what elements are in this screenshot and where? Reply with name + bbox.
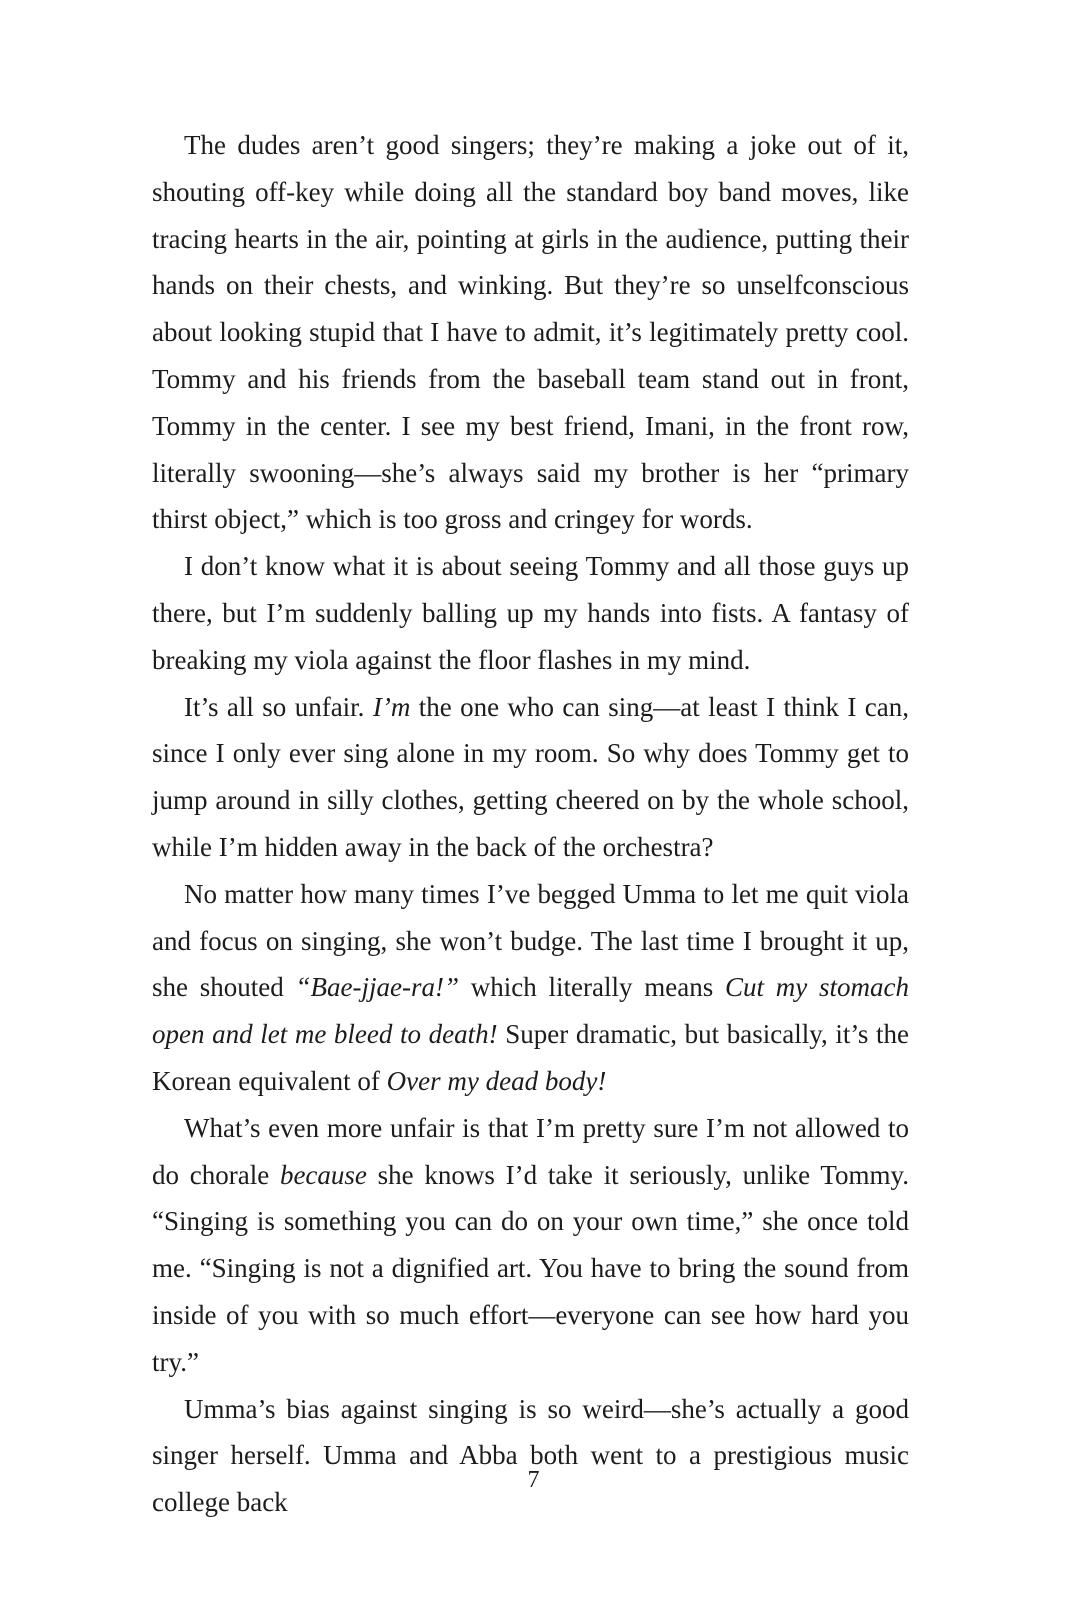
paragraph-6 [152, 1386, 909, 1526]
paragraph-3-segment: the one who can sing—at least I think I can, since I only ever sing alone in my room. So why does Tommy get to jump around in silly clothes, getting cheered on by the whole school, while I’m hidden away in the back of the orchestra? [152, 691, 909, 862]
paragraph-2 [152, 543, 909, 683]
body-text [152, 122, 909, 1526]
paragraph-1 [152, 122, 909, 543]
paragraph-3 [152, 684, 909, 871]
paragraph-5-segment: she knows I’d take it seriously, unlike Tommy. “Singing is something you can do on your own time,” she once told me. “Singing is not a dignified art. You have to bring the sound from inside of you with so much effort—everyone can see how hard you try.” [152, 1159, 909, 1377]
paragraph-3-segment: It’s all so unfair. [184, 691, 373, 722]
paragraph-2-segment: I don’t know what it is about seeing Tommy and all those guys up there, but I’m suddenly balling up my hands into fists. A fantasy of breaking my viola against the floor flashes in my mind. [152, 551, 909, 675]
paragraph-4 [152, 871, 909, 1105]
paragraph-4-segment: which literally means [459, 972, 725, 1003]
paragraph-4-segment: No matter how many times I’ve begged Umma to let me quit viola and focus on singing, she won’t budge. The last time I brought it up, she shouted [152, 878, 909, 1003]
paragraph-4-segment: Super dramatic, but basically, it’s the Korean equivalent of [152, 1019, 909, 1096]
paragraph-5-segment: What’s even more unfair is that I’m pretty sure I’m not allowed to do chorale [152, 1112, 909, 1190]
paragraph-4-italic: Cut my stomach open and let me bleed to death! [152, 972, 909, 1050]
paragraph-1-segment: The dudes aren’t good singers; they’re making a joke out of it, shouting off-key while doing all the standard boy band moves, like tracing hearts in the air, pointing at girls in the audience, putting their hands on their chests, and winking. But they’re so unselfconscious about looking stupid that I have to admit, it’s legitimately pretty cool. Tommy and his friends from the baseball team stand out in front, Tommy in the center. I see my best friend, Imani, in the front row, literally swooning—she’s always said my brother is her “primary thirst object,” which is too gross and cringey for words. [152, 130, 909, 535]
paragraph-4-italic: “Bae-jjae-ra!” [295, 972, 459, 1003]
paragraph-3-italic: I’m [372, 691, 411, 722]
paragraph-5-italic: because [279, 1159, 367, 1190]
paragraph-5 [152, 1105, 909, 1386]
paragraph-6-segment: Umma’s bias against singing is so weird—she’s actually a good singer herself. Umma and Abba both went to a prestigious music college back [152, 1393, 909, 1518]
page-number: 7 [527, 1467, 540, 1493]
paragraph-4-italic: Over my dead body! [386, 1065, 607, 1096]
